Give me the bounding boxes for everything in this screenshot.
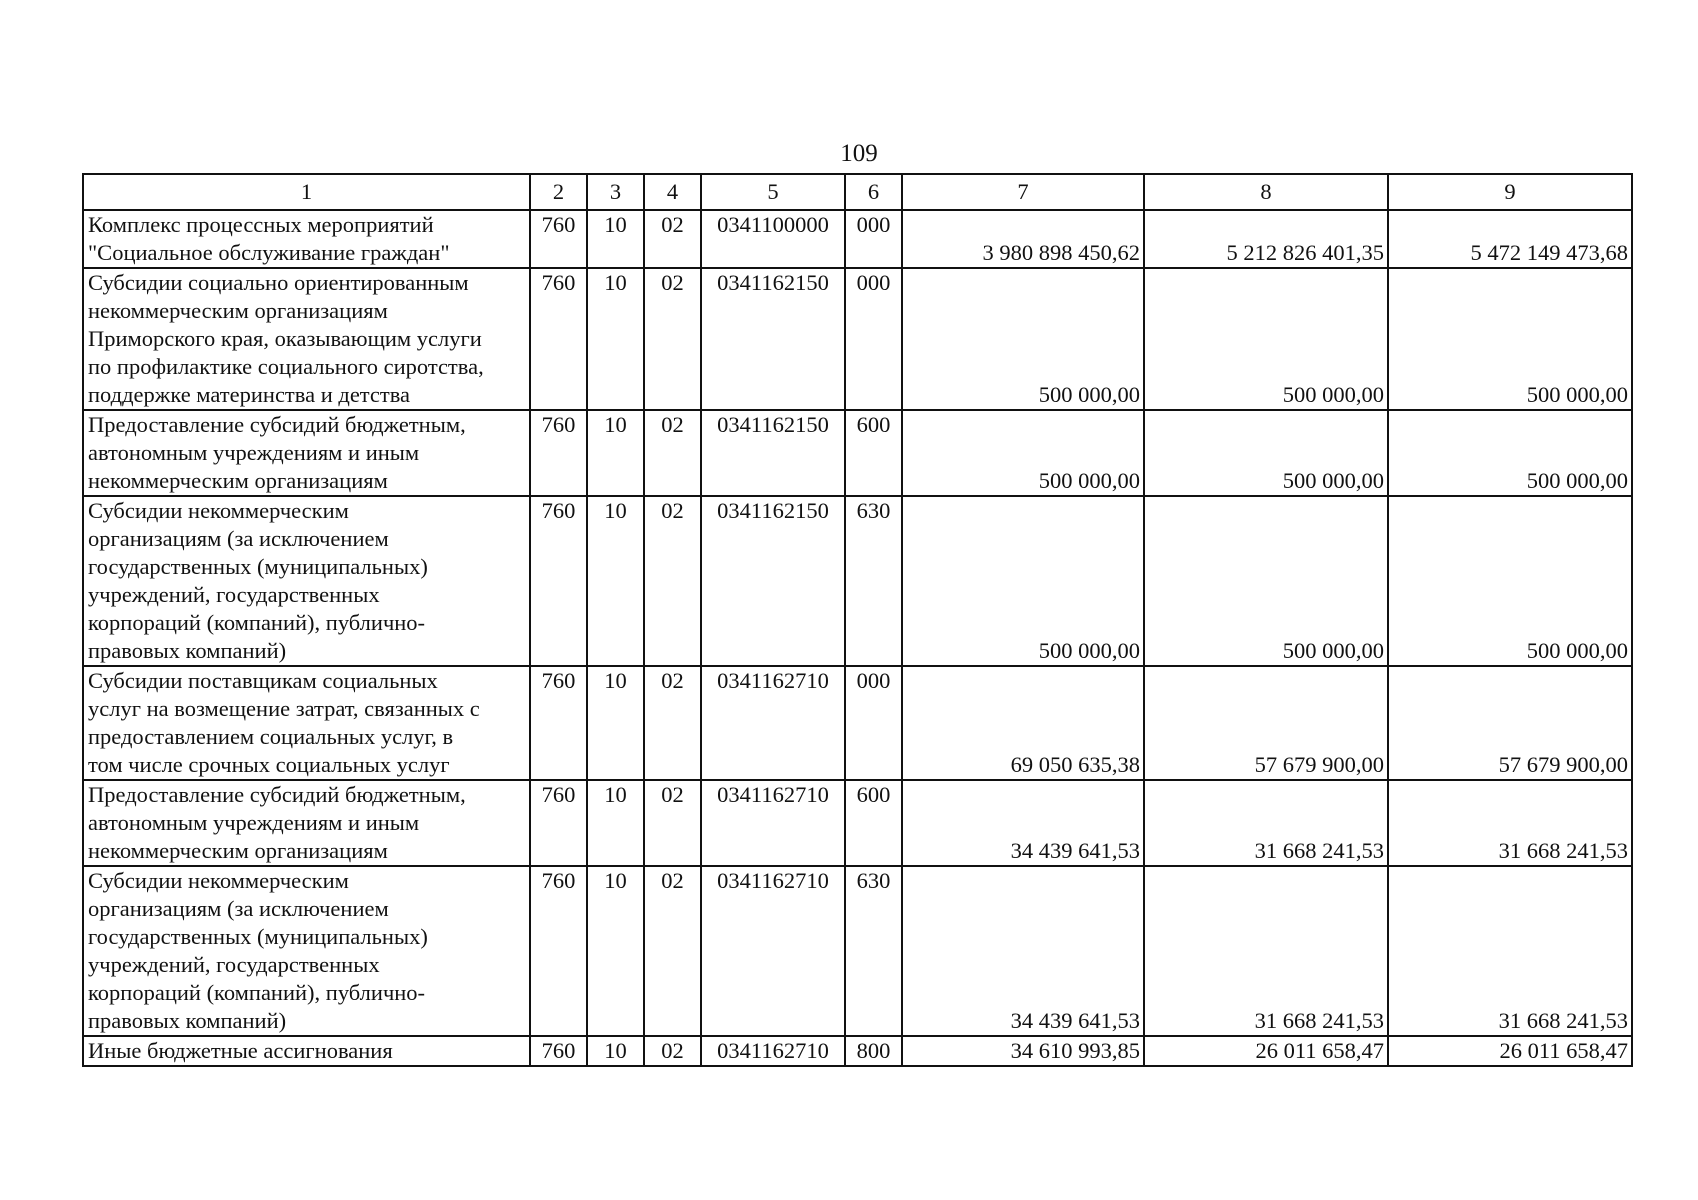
table-row — [83, 496, 1632, 666]
section-cell: 10 — [587, 210, 644, 268]
row-title-line: Предоставление субсидий бюджетным, — [88, 782, 466, 807]
amount-cell-col8: 500 000,00 — [1144, 496, 1388, 666]
expense-type-cell: 600 — [845, 410, 902, 496]
row-title — [83, 780, 530, 866]
subsection-cell: 02 — [644, 666, 701, 780]
subsection-cell: 02 — [644, 496, 701, 666]
target-article-cell: 0341162710 — [701, 666, 845, 780]
section-cell: 10 — [587, 268, 644, 410]
amount-cell-col8: 31 668 241,53 — [1144, 780, 1388, 866]
table-row — [83, 666, 1632, 780]
admin-code-cell: 760 — [530, 496, 587, 666]
admin-code-cell: 760 — [530, 410, 587, 496]
column-header: 8 — [1144, 174, 1388, 210]
amount-cell-col7: 500 000,00 — [902, 496, 1144, 666]
row-title — [83, 268, 530, 410]
row-title-line: некоммерческим организациям — [88, 298, 388, 323]
row-title-line: государственных (муниципальных) — [88, 924, 428, 949]
column-header: 2 — [530, 174, 587, 210]
amount-cell-col7: 500 000,00 — [902, 268, 1144, 410]
column-header: 6 — [845, 174, 902, 210]
row-title-line: Приморского края, оказывающим услуги — [88, 326, 482, 351]
row-title-line: Предоставление субсидий бюджетным, — [88, 412, 466, 437]
expense-type-cell: 000 — [845, 268, 902, 410]
admin-code-cell: 760 — [530, 666, 587, 780]
table-row — [83, 210, 1632, 268]
row-title-line: Иные бюджетные ассигнования — [88, 1038, 393, 1063]
row-title-line: правовых компаний) — [88, 638, 287, 663]
header-row — [83, 174, 1632, 210]
section-cell: 10 — [587, 1036, 644, 1066]
row-title-line: организациям (за исключением — [88, 896, 389, 921]
subsection-cell: 02 — [644, 1036, 701, 1066]
row-title-line: по профилактике социального сиротства, — [88, 354, 484, 379]
amount-cell-col7: 34 610 993,85 — [902, 1036, 1144, 1066]
amount-cell-col9: 500 000,00 — [1388, 496, 1632, 666]
row-title-line: Субсидии некоммерческим — [88, 498, 349, 523]
table-row — [83, 780, 1632, 866]
subsection-cell: 02 — [644, 410, 701, 496]
row-title-line: Субсидии социально ориентированным — [88, 270, 469, 295]
row-title-line: Комплекс процессных мероприятий — [88, 212, 434, 237]
row-title-line: корпораций (компаний), публично- — [88, 980, 426, 1005]
table-row — [83, 410, 1632, 496]
row-title-line: "Социальное обслуживание граждан" — [88, 240, 450, 265]
row-title-line: автономным учреждениям и иным — [88, 440, 420, 465]
expense-type-cell: 600 — [845, 780, 902, 866]
target-article-cell: 0341162710 — [701, 1036, 845, 1066]
column-header: 7 — [902, 174, 1144, 210]
row-title-line: корпораций (компаний), публично- — [88, 610, 426, 635]
row-title-line: учреждений, государственных — [88, 582, 380, 607]
section-cell: 10 — [587, 666, 644, 780]
expense-type-cell: 000 — [845, 210, 902, 268]
table-row — [83, 866, 1632, 1036]
column-header: 4 — [644, 174, 701, 210]
row-title — [83, 410, 530, 496]
row-title — [83, 866, 530, 1036]
amount-cell-col8: 31 668 241,53 — [1144, 866, 1388, 1036]
row-title-line: государственных (муниципальных) — [88, 554, 428, 579]
section-cell: 10 — [587, 780, 644, 866]
row-title-line: организациям (за исключением — [88, 526, 389, 551]
column-header: 9 — [1388, 174, 1632, 210]
expense-type-cell: 630 — [845, 496, 902, 666]
target-article-cell: 0341162710 — [701, 780, 845, 866]
row-title-line: том числе срочных социальных услуг — [88, 752, 450, 777]
amount-cell-col8: 500 000,00 — [1144, 410, 1388, 496]
row-title-line: автономным учреждениям и иным — [88, 810, 420, 835]
target-article-cell: 0341162710 — [701, 866, 845, 1036]
row-title-line: поддержке материнства и детства — [88, 382, 411, 407]
amount-cell-col9: 26 011 658,47 — [1388, 1036, 1632, 1066]
row-title-line: Субсидии поставщикам социальных — [88, 668, 438, 693]
column-header: 5 — [701, 174, 845, 210]
amount-cell-col8: 26 011 658,47 — [1144, 1036, 1388, 1066]
amount-cell-col7: 69 050 635,38 — [902, 666, 1144, 780]
section-cell: 10 — [587, 496, 644, 666]
amount-cell-col7: 34 439 641,53 — [902, 780, 1144, 866]
row-title — [83, 496, 530, 666]
subsection-cell: 02 — [644, 268, 701, 410]
column-header: 3 — [587, 174, 644, 210]
expense-type-cell: 630 — [845, 866, 902, 1036]
amount-cell-col8: 57 679 900,00 — [1144, 666, 1388, 780]
row-title-line: Субсидии некоммерческим — [88, 868, 349, 893]
expense-type-cell: 000 — [845, 666, 902, 780]
amount-cell-col9: 31 668 241,53 — [1388, 866, 1632, 1036]
subsection-cell: 02 — [644, 780, 701, 866]
subsection-cell: 02 — [644, 866, 701, 1036]
row-title-line: правовых компаний) — [88, 1008, 287, 1033]
row-title-line: учреждений, государственных — [88, 952, 380, 977]
section-cell: 10 — [587, 866, 644, 1036]
amount-cell-col7: 34 439 641,53 — [902, 866, 1144, 1036]
row-title — [83, 666, 530, 780]
row-title — [83, 210, 530, 268]
row-title-line: услуг на возмещение затрат, связанных с — [88, 696, 480, 721]
admin-code-cell: 760 — [530, 1036, 587, 1066]
amount-cell-col7: 3 980 898 450,62 — [902, 210, 1144, 268]
amount-cell-col9: 500 000,00 — [1388, 410, 1632, 496]
target-article-cell: 0341162150 — [701, 496, 845, 666]
row-title-line: предоставлением социальных услуг, в — [88, 724, 454, 749]
amount-cell-col9: 5 472 149 473,68 — [1388, 210, 1632, 268]
target-article-cell: 0341100000 — [701, 210, 845, 268]
row-title — [83, 1036, 530, 1066]
admin-code-cell: 760 — [530, 780, 587, 866]
expense-type-cell: 800 — [845, 1036, 902, 1066]
admin-code-cell: 760 — [530, 210, 587, 268]
budget-table — [82, 173, 1633, 1067]
admin-code-cell: 760 — [530, 268, 587, 410]
target-article-cell: 0341162150 — [701, 268, 845, 410]
subsection-cell: 02 — [644, 210, 701, 268]
column-header: 1 — [83, 174, 530, 210]
table-row — [83, 268, 1632, 410]
row-title-line: некоммерческим организациям — [88, 838, 388, 863]
table-row — [83, 1036, 1632, 1066]
page-number: 109 — [840, 140, 878, 167]
amount-cell-col8: 500 000,00 — [1144, 268, 1388, 410]
amount-cell-col9: 31 668 241,53 — [1388, 780, 1632, 866]
amount-cell-col9: 57 679 900,00 — [1388, 666, 1632, 780]
admin-code-cell: 760 — [530, 866, 587, 1036]
target-article-cell: 0341162150 — [701, 410, 845, 496]
section-cell: 10 — [587, 410, 644, 496]
amount-cell-col9: 500 000,00 — [1388, 268, 1632, 410]
amount-cell-col8: 5 212 826 401,35 — [1144, 210, 1388, 268]
row-title-line: некоммерческим организациям — [88, 468, 388, 493]
amount-cell-col7: 500 000,00 — [902, 410, 1144, 496]
